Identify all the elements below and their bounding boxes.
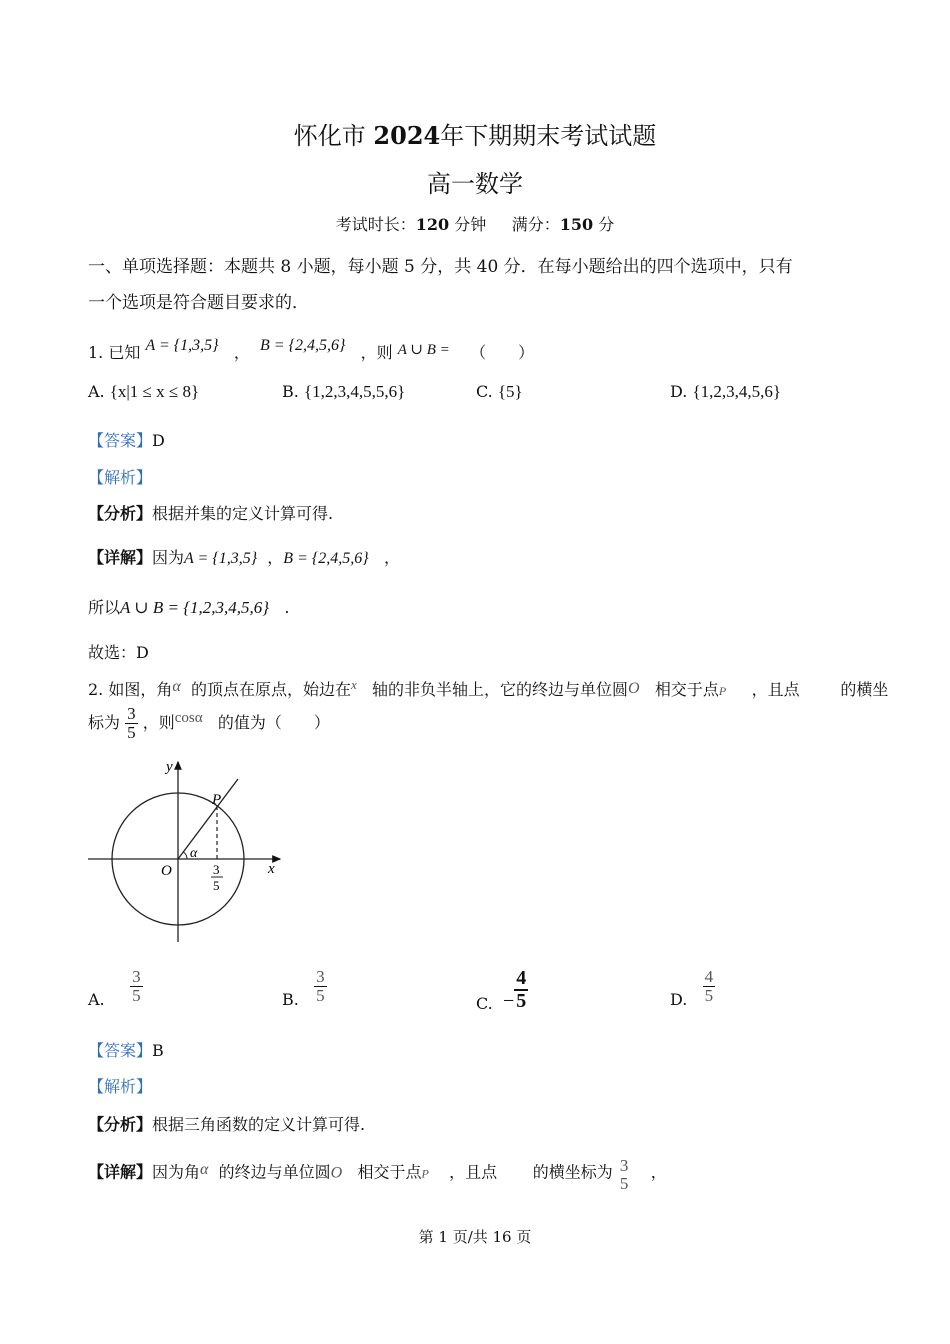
q1-option-a[interactable]: A. {x|1 ≤ x ≤ 8} <box>88 382 200 401</box>
q2-fenxi: 【分析】根据三角函数的定义计算可得. <box>88 1115 366 1134</box>
q1-so: 所以A ∪ B = {1,2,3,4,5,6} . <box>88 598 290 617</box>
q1-option-c[interactable]: C. {5} <box>476 382 523 401</box>
p-label: P <box>212 792 222 808</box>
q2-analysis-tag: 【解析】 <box>88 1077 153 1096</box>
duration-label: 考试时长： <box>335 215 416 234</box>
page-footer: 第 1 页/共 16 页 <box>418 1228 532 1246</box>
title-prefix: 怀化市 <box>293 122 366 150</box>
section1-line2: 一个选项是符合题目要求的． <box>88 293 309 313</box>
doc-title <box>0 116 950 151</box>
q1-set-a: A = {1,3,5} <box>145 337 219 354</box>
y-label: y <box>166 759 173 775</box>
q1-expr: A ∪ B = <box>397 342 450 358</box>
q1-paren: （ ） <box>470 343 535 362</box>
q1-number: 1. <box>88 343 104 362</box>
q2-stem-line2: 标为 $\frac{3}{5}$ ，则cosα 的值为（ ） <box>88 704 330 742</box>
title-suffix: 年下期期末考试试题 <box>440 122 657 150</box>
q2-stem-fraction: $\frac{3}{5}$ <box>127 704 136 742</box>
duration-value: 120 <box>415 215 450 234</box>
unit-circle-figure <box>86 756 286 948</box>
score-value: 150 <box>559 215 594 234</box>
q1-detail: 【详解】因为A = {1,3,5} ，B = {2,4,5,6} ， <box>88 548 400 567</box>
answer-value: D <box>152 431 165 450</box>
title-year: 2024 <box>373 121 441 150</box>
q1-option-d[interactable]: D. {1,2,3,4,5,6} <box>670 382 782 401</box>
score-label: 满分： <box>511 215 560 234</box>
q1-then: ，则 <box>360 343 393 362</box>
tick-den: 5 <box>213 878 220 893</box>
q1-analysis-tag: 【解析】 <box>88 468 153 487</box>
q1-stem <box>88 337 535 363</box>
q2-answer: 【答案】B <box>88 1041 164 1060</box>
q1-choose: 故选：D <box>88 643 149 662</box>
answer-tag: 【答案】 <box>88 431 153 450</box>
q1-option-b[interactable]: B. {1,2,3,4,5,5,6} <box>282 382 406 401</box>
q1-set-b: B = {2,4,5,6} <box>260 337 346 354</box>
score-unit: 分 <box>598 215 615 234</box>
q2-option-b[interactable]: B. $\frac{3}{5}$ <box>282 967 325 1009</box>
q1-sep: ， <box>233 343 250 362</box>
alpha-label: α <box>190 846 198 861</box>
q1-fenxi: 【分析】根据并集的定义计算可得. <box>88 504 334 523</box>
angle-arc <box>184 852 188 859</box>
section1-line1: 一、单项选择题：本题共 8 小题，每小题 5 分，共 40 分．在每小题给出的四个选项中，只有 <box>88 257 793 277</box>
q1-pre: 已知 <box>108 343 141 362</box>
q2-option-d[interactable]: D. $\frac{4}{5}$ <box>670 967 714 1009</box>
q2-detail: 【详解】因为角α 的终边与单位圆O 相交于点P ，且点 的横坐标为 3 5 ， <box>88 1156 667 1193</box>
q2-detail-fraction: 3 5 <box>619 1156 629 1193</box>
q1-answer <box>88 428 165 451</box>
doc-subtitle: 高一数学 <box>427 170 523 198</box>
q2-option-c[interactable]: C. − $\frac{4}{5}$ <box>476 967 527 1013</box>
q2-option-a[interactable]: A. $\frac{3}{5}$ <box>88 967 141 1009</box>
duration-unit: 分钟 <box>454 215 487 234</box>
exam-info <box>0 212 950 235</box>
tick-num: 3 <box>213 862 220 877</box>
terminal-side <box>178 779 238 859</box>
x-label: x <box>268 861 275 877</box>
q2-stem-line1: 2. 如图，角α 的顶点在原点，始边在$^x$ 轴的非负半轴上，它的终边与单位圆O 相交于点P ，且点 的横坐 <box>88 677 889 699</box>
origin-label: O <box>161 863 172 879</box>
